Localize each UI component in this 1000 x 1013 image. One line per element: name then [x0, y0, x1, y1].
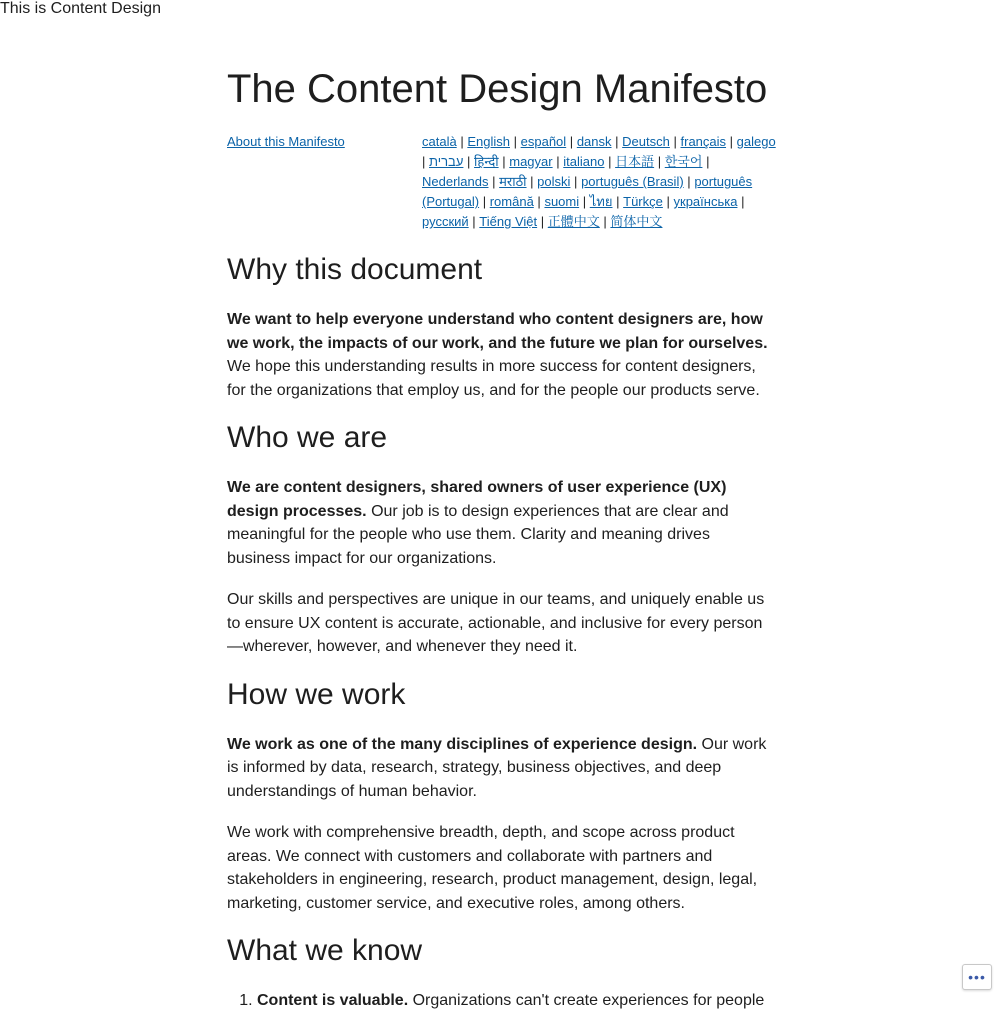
- language-link[interactable]: português (Brasil): [581, 174, 684, 189]
- language-link[interactable]: ไทย: [589, 194, 613, 209]
- language-link[interactable]: português (Portugal): [422, 174, 753, 209]
- language-link[interactable]: polski: [537, 174, 571, 189]
- more-dots-icon: •••: [968, 969, 986, 985]
- language-link[interactable]: dansk: [576, 134, 612, 149]
- language-separator: |: [502, 154, 506, 169]
- language-separator: |: [603, 214, 607, 229]
- language-separator: |: [582, 194, 587, 209]
- language-separator: |: [657, 154, 662, 169]
- language-link[interactable]: हिन्दी: [474, 154, 499, 169]
- language-link[interactable]: Tiếng Việt: [479, 214, 538, 229]
- language-separator: |: [492, 174, 496, 189]
- language-link[interactable]: italiano: [563, 154, 605, 169]
- language-separator: |: [574, 174, 578, 189]
- meta-row: [227, 132, 777, 232]
- language-separator: |: [706, 154, 710, 169]
- language-link[interactable]: 한국어: [664, 154, 703, 169]
- language-link[interactable]: Deutsch: [622, 134, 670, 149]
- language-link[interactable]: español: [520, 134, 567, 149]
- about-column: [227, 132, 422, 232]
- language-separator: |: [422, 154, 426, 169]
- how-paragraph-1: [227, 733, 777, 804]
- language-link[interactable]: Türkçe: [623, 194, 663, 209]
- how-lead: We work as one of the many disciplines of experience design.: [227, 735, 698, 753]
- why-lead: We want to help everyone understand who content designers are, how we work, the impacts of our work, and the future we plan for ourselves.: [227, 311, 768, 352]
- what-item-1-body: Organizations can't create experiences for people: [408, 992, 765, 1009]
- who-body: Our job is to design experiences that are clear and meaningful for the people who use them. Clarity and meaning drives business impact for our organizations.: [227, 502, 729, 567]
- how-body: Our work is informed by data, research, strategy, business objectives, and deep understandings of human behavior.: [227, 735, 767, 800]
- site-title[interactable]: This is Content Design: [0, 0, 161, 17]
- language-link[interactable]: English: [467, 134, 510, 149]
- language-separator: |: [666, 194, 670, 209]
- language-link[interactable]: français: [680, 134, 727, 149]
- who-paragraph-2: Our skills and perspectives are unique in our teams, and uniquely enable us to ensure UX content is accurate, actionable, and inclusive for every person—wherever, however, and whenever they need it.: [227, 591, 765, 655]
- section-heading-how: How we work: [227, 677, 406, 711]
- language-separator: |: [540, 214, 545, 229]
- what-list: [227, 989, 777, 1013]
- page-title: The Content Design Manifesto: [227, 67, 768, 111]
- language-separator: |: [729, 134, 734, 149]
- section-heading-why: Why this document: [227, 253, 483, 286]
- language-link[interactable]: Nederlands: [422, 174, 489, 189]
- language-link[interactable]: 日本語: [615, 154, 655, 169]
- language-separator: |: [472, 214, 476, 229]
- section-heading-who: Who we are: [227, 421, 388, 454]
- language-separator: |: [741, 194, 745, 209]
- how-paragraph-2: We work with comprehensive breadth, depth, and scope across product areas. We connect with customers and collaborate with partners and stakeholders in engineering, research, product management, design, legal, marketing, customer service, and executive roles, among others.: [227, 824, 758, 912]
- language-separator: |: [673, 134, 677, 149]
- language-link[interactable]: română: [489, 194, 534, 209]
- list-item: [257, 989, 777, 1013]
- language-separator: |: [482, 194, 487, 209]
- why-body: We hope this understanding results in more success for content designers, for the organizations that employ us, and for the people our products serve.: [227, 358, 760, 399]
- who-lead: We are content designers, shared owners of user experience (UX) design processes.: [227, 479, 727, 520]
- more-options-button[interactable]: [962, 964, 992, 990]
- language-separator: |: [615, 134, 619, 149]
- language-separator: |: [460, 134, 464, 149]
- why-paragraph: [227, 308, 777, 402]
- language-separator: |: [616, 194, 620, 209]
- language-link[interactable]: 简体中文: [610, 214, 663, 229]
- language-link[interactable]: עברית: [429, 154, 464, 169]
- language-link[interactable]: 正體中文: [547, 214, 600, 229]
- language-link[interactable]: català: [422, 134, 457, 149]
- language-separator: |: [537, 194, 541, 209]
- language-separator: |: [530, 174, 534, 189]
- language-separator: |: [513, 134, 517, 149]
- language-separator: |: [608, 154, 612, 169]
- language-link[interactable]: русский: [422, 214, 469, 229]
- language-separator: |: [687, 174, 691, 189]
- language-link[interactable]: magyar: [509, 154, 553, 169]
- about-link[interactable]: About this Manifesto: [227, 134, 345, 149]
- who-paragraph-1: [227, 476, 777, 570]
- what-item-1-lead: Content is valuable.: [257, 992, 409, 1009]
- language-link[interactable]: मराठी: [499, 174, 527, 189]
- language-link[interactable]: suomi: [544, 194, 580, 209]
- language-separator: |: [556, 154, 560, 169]
- language-link[interactable]: galego: [736, 134, 776, 149]
- main-content: [227, 66, 777, 1013]
- section-heading-what: What we know: [227, 934, 423, 967]
- language-list: [422, 132, 777, 232]
- language-separator: |: [569, 134, 574, 149]
- language-separator: |: [467, 154, 471, 169]
- language-link[interactable]: українська: [673, 194, 738, 209]
